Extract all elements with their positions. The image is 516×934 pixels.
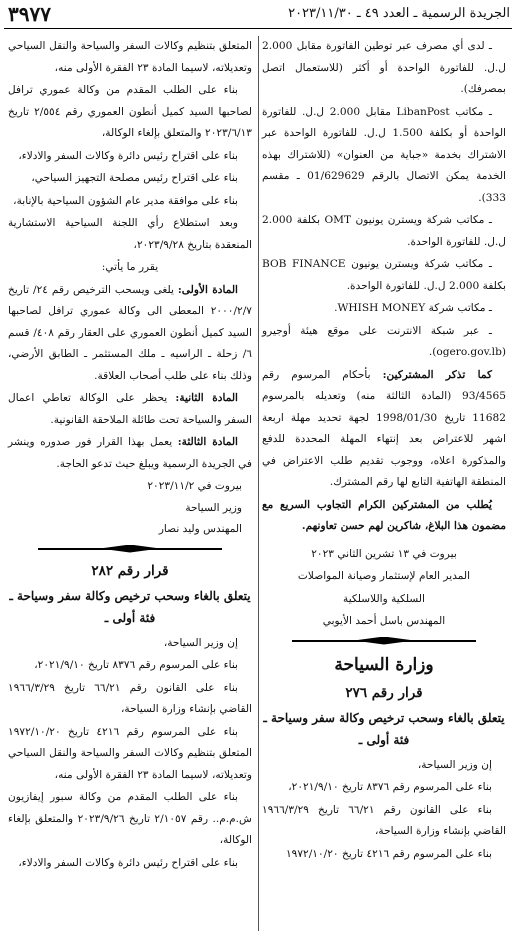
section-divider: [8, 545, 252, 553]
recital: بناء على موافقة مدير عام الشؤون السياحية بالإنابة،: [13, 194, 238, 207]
recital: بناء على اقتراح رئيس دائرة وكالات السفر والادلاء،: [18, 856, 238, 869]
payment-bullet: ـ لدى أي مصرف عبر توطين الفاتورة مقابل 2.000 ل.ل. للفاتورة الواحدة أو أكثر (للاستعمال اتصل بمصرفك).: [262, 40, 506, 95]
page-number: ٣٩٧٧: [8, 2, 51, 26]
decides-heading: يقرر ما يأتي:: [101, 261, 159, 273]
recital: بناء على الطلب المقدم من وكالة سبور إيفازيون ش.م.م.. رقم ٢/١٠٥٧ تاريخ ٢٠٢٣/٩/٢٦ والمتعلق بإلغاء الوكالة،: [8, 791, 252, 846]
article-1-label: المادة الأولى:: [177, 283, 238, 296]
recital: بناء على اقتراح رئيس مصلحة التجهيز السياحي،: [31, 172, 238, 184]
recital: بناء على اقتراح رئيس دائرة وكالات السفر والادلاء،: [18, 149, 238, 162]
ministry-heading: وزارة السياحة: [334, 654, 434, 675]
recital: بناء على المرسوم رقم ٤٢١٦ تاريخ ١٩٧٢/١٠/٢٠ المتعلق بتنظيم وكالات السفر والسياحة والنقل السياحي وتعديلاته، لاسيما المادة ٢٣ الفقرة الأولى منه،: [8, 725, 252, 781]
payment-bullet: ـ مكاتب شركة ويسترن يونيون OMT بكلفة 2.000 ل.ل. للفاتورة الواحدة.: [262, 214, 506, 248]
article-3-label: المادة الثالثة:: [177, 436, 238, 448]
article-1: [8, 280, 252, 388]
column-separator: [258, 36, 259, 931]
signer-title: وزير السياحة: [185, 501, 242, 514]
place-date: بيروت في ١٣ تشرين الثاني ٢٠٢٣: [311, 547, 457, 560]
decision-subject: يتعلق بالغاء وسحب ترخيص وكالة سفر وسياحة ـ فئة أولى ـ: [263, 710, 505, 747]
decision-intro: إن وزير السياحة،: [417, 758, 492, 771]
section-divider: [262, 637, 506, 645]
recital: بناء على المرسوم رقم ٤٢١٦ تاريخ ١٩٧٢/١٠/٢٠: [285, 847, 492, 860]
header-rule: [4, 28, 512, 29]
recital: بناء على الطلب المقدم من وكالة عموري ترافل لصاحبها السيد كميل أنطون العموري رقم ٢/٥٥٤ تاريخ ٢٠٢٣/٦/١٣ والمتعلق بإلغاء الوكالة،: [8, 84, 252, 139]
request-paragraph: يُطلب من المشتركين الكرام التجاوب السريع مع مضمون هذا البلاغ، شاكرين لهم حسن تعاونهم.: [262, 498, 506, 532]
recital: وبعد استطلاع رأي اللجنة السياحية الاستشارية المنعقدة بتاريخ ٢٠٢٣/٩/٢٨،: [8, 217, 252, 251]
reminder-text: بأحكام المرسوم رقم 93/4565 (المادة الثالثة منه) وتعديله بالمرسوم 11682 تاريخ 1998/01/30 لجهة تحديد مهلة اربعة اشهر للاعتراض بعد إنتهاء المهلة المحددة للدفع والمذكورة اعلاه، ووجوب تقديم طلب الاعتراض في المنطقة الهاتفية التابع لها رقم المشترك.: [262, 368, 506, 488]
article-2-text: يحظر على الوكالة تعاطي اعمال السفر والسياحة تحت طائلة الملاحقة القانونية.: [8, 392, 252, 426]
decision-number: قرار رقم ٢٧٦: [345, 684, 423, 701]
signer-name: المهندس باسل أحمد الأيوبي: [322, 615, 446, 627]
article-2: [8, 388, 252, 431]
left-column: [8, 36, 252, 875]
article-3-text: يعمل بهذا القرار فور صدوره وينشر في الجريدة الرسمية ويبلغ حيث تدعو الحاجة.: [8, 436, 252, 470]
article-2-label: المادة الثانية:: [175, 392, 238, 404]
recital: بناء على المرسوم رقم ٨٣٧٦ تاريخ ٢٠٢١/٩/١٠،: [34, 659, 238, 671]
signer-title: المدير العام لإستثمار وصيانة المواصلات: [297, 570, 471, 582]
decision-number: قرار رقم ٢٨٢: [91, 562, 169, 579]
recital: بناء على القانون رقم ٦٦/٢١ تاريخ ١٩٦٦/٣/٢٩ القاضي بإنشاء وزارة السياحة،: [262, 803, 506, 837]
payment-bullet: ـ مكاتب شركة ويسترن يونيون BOB FINANCE بكلفة 2.000 ل.ل. للفاتورة الواحدة.: [262, 258, 506, 292]
payment-bullet: ـ مكاتب شركة WHISH MONEY.: [334, 302, 492, 314]
reminder-label: كما تذكر المشتركين:: [382, 368, 492, 381]
decision-subject: يتعلق بالغاء وسحب ترخيص وكالة سفر وسياحة ـ فئة أولى ـ: [9, 588, 251, 625]
signer-title: السلكية واللاسلكية: [343, 592, 425, 605]
place-date: بيروت في ٢٠٢٣/١١/٢: [147, 480, 242, 492]
decision-intro: إن وزير السياحة،: [163, 636, 238, 649]
right-column: [262, 36, 506, 866]
reminder-paragraph: [262, 365, 506, 494]
signer-name: المهندس وليد نصار: [158, 523, 242, 535]
article-3: [8, 432, 252, 475]
article-1-text: يلغى ويسحب الترخيص رقم ٢٤/ تاريخ ٢٠٠٠/٢/٧ المعطى الى وكالة عموري ترافل لصاحبها السيد كميل أنطون العموري على العقار رقم ٤٠٨/ قسم ٦/ زحلة ـ الراسيه ـ ملك المستثمر ـ الطابق الأرضي، وذلك بناء على طلب أصحاب العلاقة.: [8, 283, 252, 382]
recital: المتعلق بتنظيم وكالات السفر والسياحة والنقل السياحي وتعديلاته، لاسيما المادة ٢٣ الفقرة الأولى منه،: [8, 40, 252, 74]
payment-bullet: ـ مكاتب LibanPost مقابل 2.000 ل.ل. للفاتورة الواحدة أو بكلفة 1.500 ل.ل. للفاتورة الواحدة عبر الاشتراك بخدمة «جباية من العنوان» (للاشتراك بهذه الخدمة يمكن الاتصال بالرقم 01/629629 ـ مقسم 333).: [262, 105, 506, 204]
recital: بناء على القانون رقم ٦٦/٢١ تاريخ ١٩٦٦/٣/٢٩ القاضي بإنشاء وزارة السياحة،: [8, 681, 252, 715]
header-title: الجريدة الرسمية ـ العدد ٤٩ ـ ٢٠٢٣/١١/٣٠: [288, 6, 510, 21]
recital: بناء على المرسوم رقم ٨٣٧٦ تاريخ ٢٠٢١/٩/١٠،: [288, 781, 492, 793]
payment-bullet: ـ عبر شبكة الانترنت على موقع هيئة أوجيرو (ogero.gov.lb).: [262, 324, 506, 358]
page-header: [0, 0, 516, 30]
